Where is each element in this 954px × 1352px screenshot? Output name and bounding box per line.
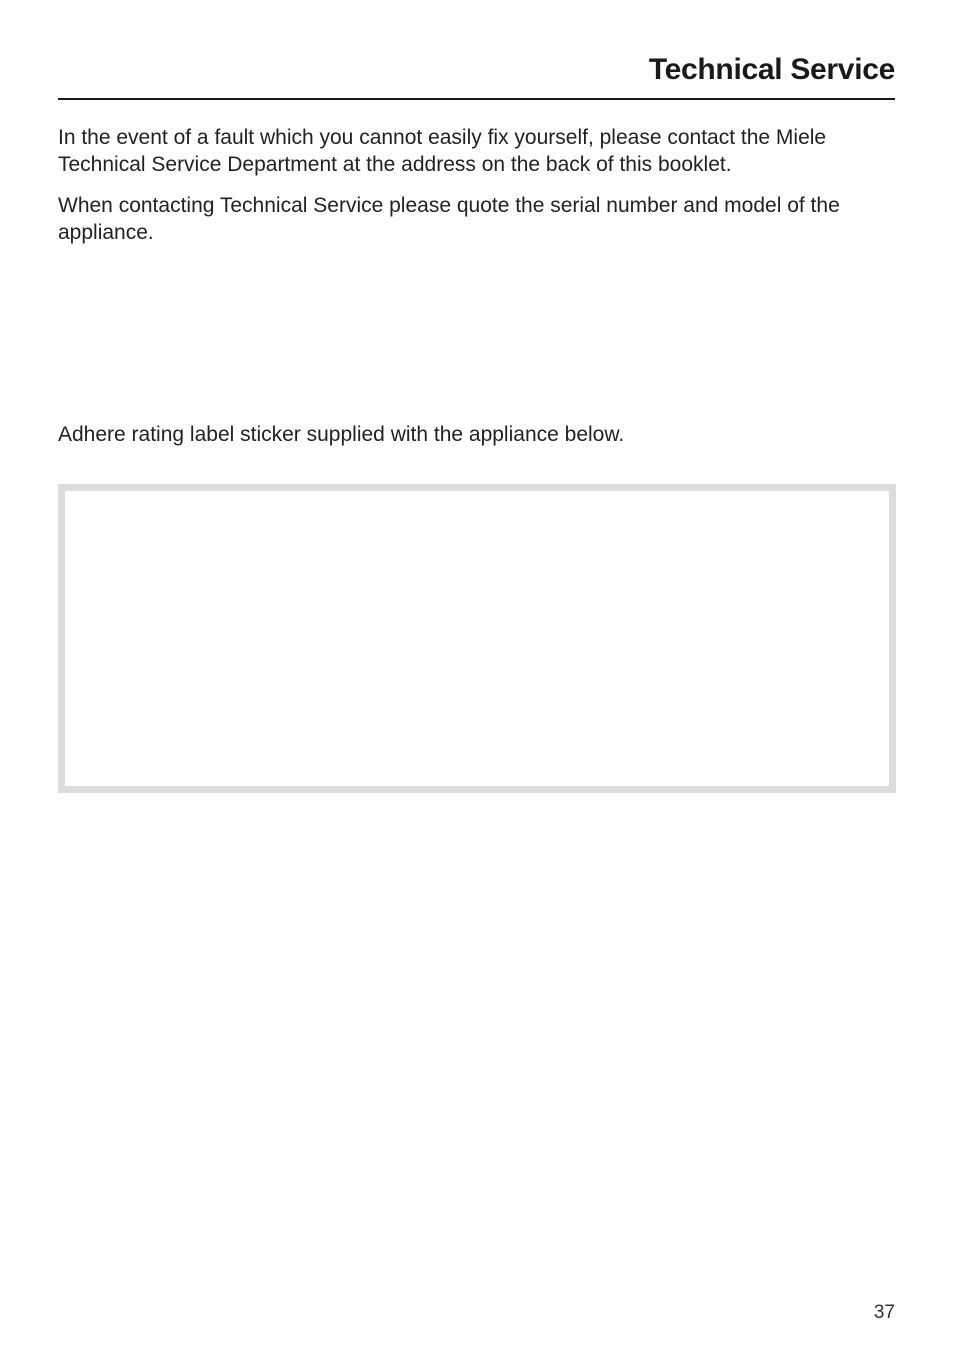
fault-contact-paragraph: In the event of a fault which you cannot easily fix yourself, please contact the Miele Technical Service Department at the address on the back of this booklet. xyxy=(58,126,827,176)
serial-number-paragraph: When contacting Technical Service please quote the serial number and model of the appliance. xyxy=(58,194,840,244)
sticker-instruction: Adhere rating label sticker supplied with the appliance below. xyxy=(58,423,625,446)
title-divider xyxy=(58,98,895,100)
rating-label-sticker-area xyxy=(58,484,896,793)
page-title: Technical Service xyxy=(648,53,895,86)
page-number: 37 xyxy=(873,1302,895,1323)
